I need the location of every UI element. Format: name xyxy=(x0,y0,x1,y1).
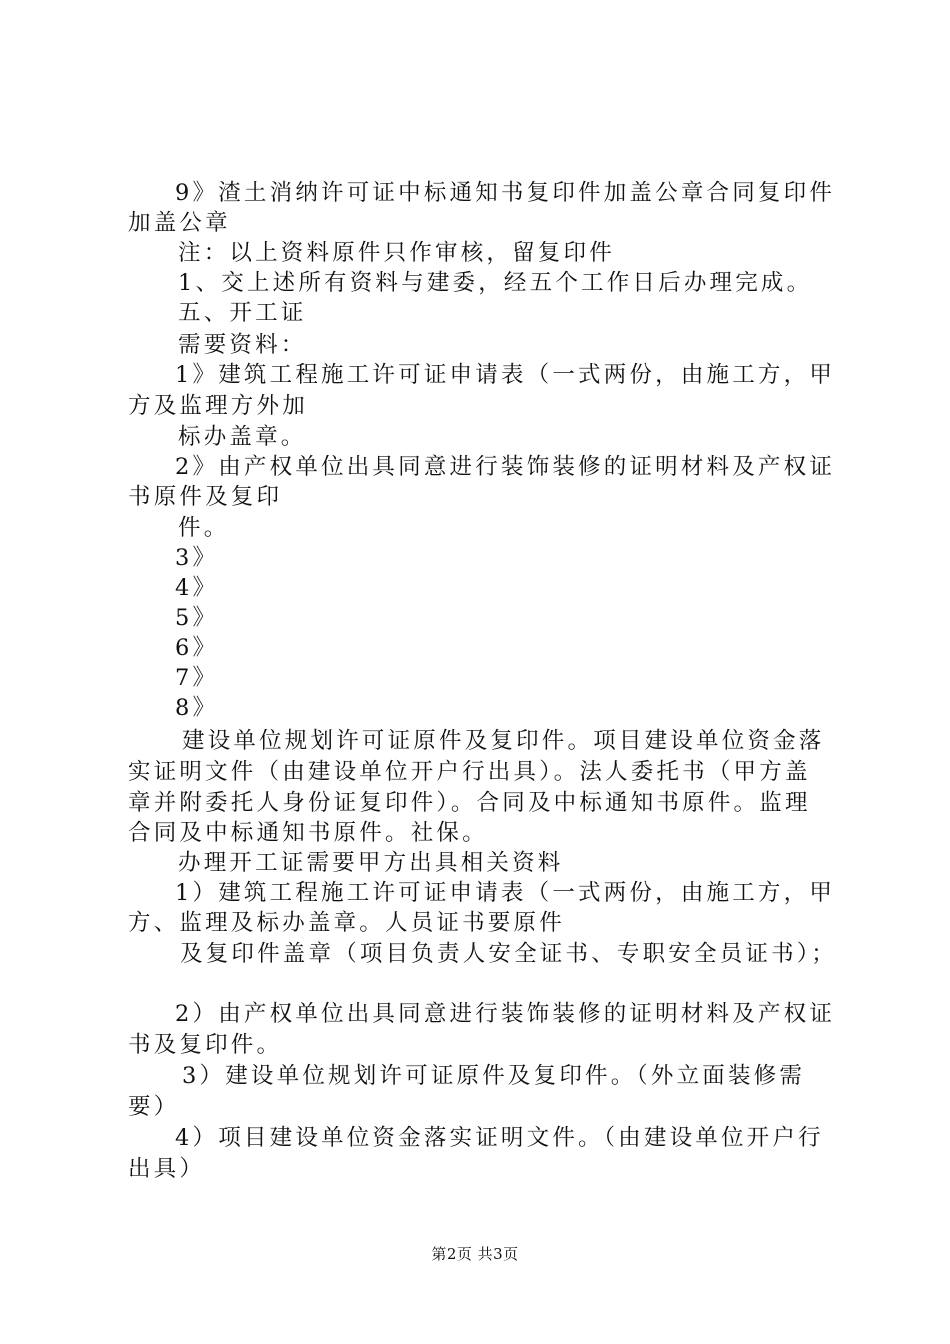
list-marker: 3》 xyxy=(175,545,219,571)
list-marker: 6》 xyxy=(175,635,219,661)
text-line: 实证明文件（由建设单位开户行出具）。法人委托书（甲方盖 xyxy=(128,759,811,785)
text-line: 2）由产权单位出具同意进行装饰装修的证明材料及产权证 xyxy=(175,1001,836,1027)
text-line: 要） xyxy=(128,1094,180,1120)
page-number: 第2页 共3页 xyxy=(431,1245,519,1263)
text-line: 及复印件盖章（项目负责人安全证书、专职安全员证书）； xyxy=(180,941,837,967)
text-line: 1、交上述所有资料与建委，经五个工作日后办理完成。 xyxy=(178,270,813,296)
text-line: 方、监理及标办盖章。人员证书要原件 xyxy=(128,910,565,936)
text-line: 加盖公章 xyxy=(128,210,231,236)
text-line: 1）建筑工程施工许可证申请表（一式两份，由施工方，甲 xyxy=(175,880,836,906)
text-line: 书原件及复印 xyxy=(128,484,283,510)
text-line: 合同及中标通知书原件。社保。 xyxy=(128,820,488,846)
text-line: 9》渣土消纳许可证中标通知书复印件加盖公章合同复印件 xyxy=(175,180,836,206)
list-marker: 4》 xyxy=(175,575,219,601)
section-heading: 五、开工证 xyxy=(178,300,307,326)
text-line: 件。 xyxy=(178,515,230,541)
text-line: 注：以上资料原件只作审核，留复印件 xyxy=(178,240,615,266)
text-line: 标办盖章。 xyxy=(178,424,307,450)
text-line: 出具） xyxy=(128,1156,206,1182)
list-marker: 8》 xyxy=(175,695,219,721)
text-line: 书及复印件。 xyxy=(128,1032,283,1058)
text-line: 建设单位规划许可证原件及复印件。项目建设单位资金落 xyxy=(182,728,825,754)
list-marker: 7》 xyxy=(175,665,219,691)
text-line: 3）建设单位规划许可证原件及复印件。（外立面装修需 xyxy=(182,1063,806,1089)
text-line: 1》建筑工程施工许可证申请表（一式两份，由施工方，甲 xyxy=(175,362,836,388)
text-line: 办理开工证需要甲方出具相关资料 xyxy=(178,850,564,876)
text-line: 章并附委托人身份证复印件）。合同及中标通知书原件。监理 xyxy=(128,790,811,816)
list-marker: 5》 xyxy=(175,605,219,631)
text-line: 2》由产权单位出具同意进行装饰装修的证明材料及产权证 xyxy=(175,454,836,480)
text-line: 需要资料： xyxy=(178,332,307,358)
text-line: 方及监理方外加 xyxy=(128,393,308,419)
text-line: 4）项目建设单位资金落实证明文件。（由建设单位开户行 xyxy=(175,1125,824,1151)
